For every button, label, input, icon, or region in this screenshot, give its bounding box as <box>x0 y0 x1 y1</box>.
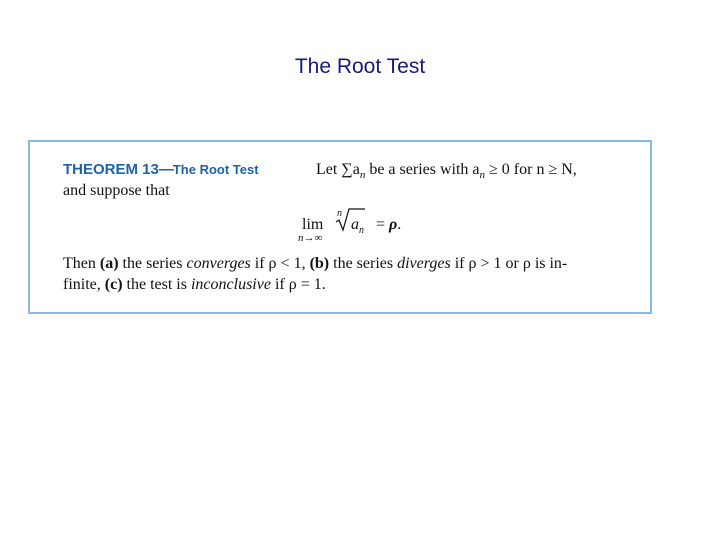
limit-lim: lim <box>302 216 324 233</box>
conclusion-then: Then <box>63 255 100 272</box>
limit-formula <box>298 206 438 246</box>
limit-subscript: n→∞ <box>298 232 323 244</box>
statement-be: be a series with a <box>365 161 480 178</box>
theorem-name: The Root Test <box>172 162 259 177</box>
theorem-dash: — <box>158 161 173 178</box>
limit-equals-rho: = ρ. <box>376 216 402 233</box>
label-a: (a) <box>99 255 119 272</box>
conclusion-c-condition: if ρ = 1. <box>270 276 326 293</box>
theorem-box <box>28 140 652 314</box>
radicand: $a_n$ <box>351 216 364 237</box>
label-b: (b) <box>309 255 330 272</box>
conclusion-line-1 <box>63 255 567 273</box>
conclusion-c-text: the test is <box>122 276 191 293</box>
statement-condition: ≥ 0 for n ≥ N, <box>485 161 577 178</box>
word-inconclusive: inconclusive <box>190 276 271 293</box>
theorem-number: THEOREM 13 <box>63 161 159 178</box>
theorem-heading <box>63 161 259 178</box>
slide-title: The Root Test <box>294 55 426 78</box>
statement-let-subscript: n <box>359 169 366 182</box>
conclusion-line-2 <box>63 276 326 294</box>
label-c: (c) <box>104 276 123 293</box>
conclusion-b-condition: if ρ > 1 or ρ is in- <box>450 255 568 272</box>
root-index: n <box>337 208 342 219</box>
word-diverges: diverges <box>397 255 451 272</box>
statement-suppose: and suppose that <box>63 182 170 199</box>
conclusion-a-condition: if ρ < 1, <box>250 255 310 272</box>
conclusion-finite: finite, <box>63 276 105 293</box>
theorem-statement-line <box>316 161 577 184</box>
word-converges: converges <box>186 255 251 272</box>
statement-let: Let ∑a <box>316 161 360 178</box>
conclusion-a-text: the series <box>118 255 187 272</box>
statement-be-subscript: n <box>479 169 486 182</box>
conclusion-b-text: the series <box>329 255 398 272</box>
